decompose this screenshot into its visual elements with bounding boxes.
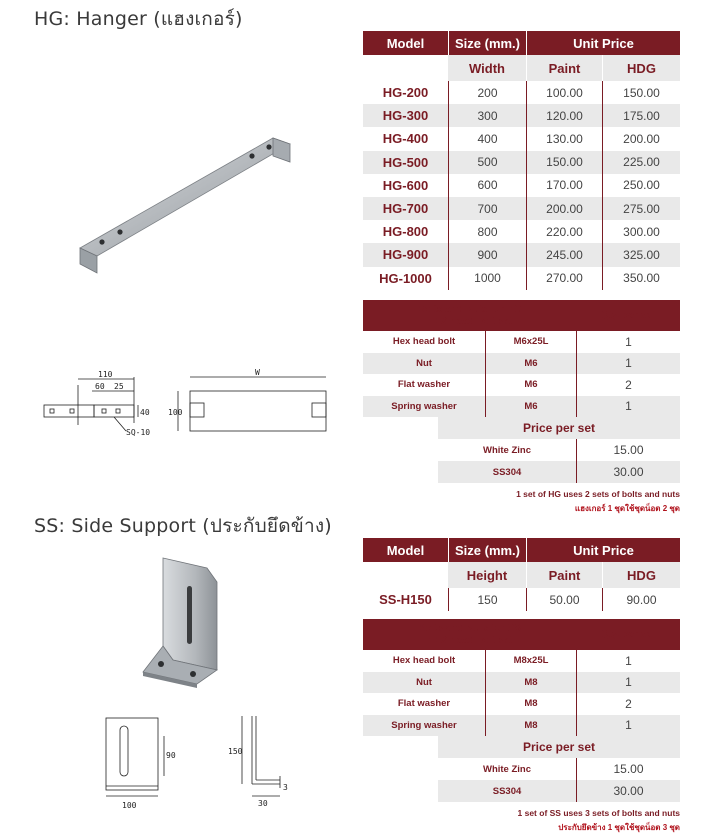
- hg-bolt-spec: M6x25L: [485, 331, 576, 353]
- hg-bolt-table: [363, 300, 680, 417]
- hg-price-subheader-row: [363, 55, 680, 81]
- ss-price-subheader-row: [363, 562, 680, 588]
- hg-cell-model: HG-900: [382, 247, 429, 263]
- hg-cell-model: HG-600: [382, 177, 429, 193]
- ss-product-image: [135, 552, 245, 692]
- ss-bolt-item: Flat washer: [397, 698, 451, 710]
- hg-cell-model: HG-700: [382, 201, 429, 217]
- hg-price-row: [363, 267, 680, 290]
- hg-cell-hdg: 325.00: [602, 243, 680, 266]
- hg-cell-size: 900: [448, 243, 526, 266]
- ss-bolt-header-line1: Bolts and Nuts for SS: [418, 622, 521, 634]
- hg-cell-model: HG-500: [382, 154, 429, 170]
- hg-dim-25: 25: [114, 382, 124, 391]
- ss-pps-finish: White Zinc: [482, 763, 532, 775]
- hg-dim-110: 110: [98, 370, 113, 379]
- hg-bolt-qty: 1: [576, 396, 680, 418]
- hg-price-row: [363, 151, 680, 174]
- hg-bolt-spec: M6: [485, 353, 576, 375]
- hg-header-size: Size (mm.): [448, 31, 526, 55]
- ss-bolt-spec: M8: [485, 672, 576, 694]
- ss-technical-drawing: [100, 712, 300, 812]
- hg-cell-model: HG-400: [382, 131, 429, 147]
- ss-bolt-row: [363, 715, 680, 737]
- hg-bolt-item: Nut: [416, 357, 432, 369]
- hg-pps-price: 30.00: [576, 461, 680, 483]
- ss-price-header-row: [363, 538, 680, 562]
- ss-note-en: 1 set of SS uses 3 sets of bolts and nuts: [517, 808, 680, 818]
- hg-bolt-qty-header: Qty. per set: [576, 300, 680, 331]
- ss-bolt-qty: 1: [576, 672, 680, 694]
- hg-bolt-qty: 1: [576, 331, 680, 353]
- ss-bolt-row: [363, 650, 680, 672]
- hg-bolt-qty: 1: [576, 353, 680, 375]
- hg-dim-w: W: [255, 368, 260, 377]
- ss-cell-model: SS-H150: [379, 592, 432, 608]
- hg-cell-size: 300: [448, 104, 526, 127]
- ss-bolt-row: [363, 672, 680, 694]
- ss-pps-finish: SS304: [492, 785, 522, 797]
- hg-pps-row: [438, 461, 680, 483]
- ss-bolt-qty: 1: [576, 715, 680, 737]
- hg-cell-model: HG-300: [382, 108, 429, 124]
- ss-header-size: Size (mm.): [448, 538, 526, 562]
- hg-cell-paint: 220.00: [526, 220, 602, 243]
- hg-cell-model: HG-200: [382, 85, 429, 101]
- ss-bolt-item: Spring washer: [391, 719, 457, 731]
- hg-cell-paint: 270.00: [526, 267, 602, 290]
- hg-bolt-header-line2: HEX head bolt set: [426, 315, 512, 327]
- ss-pps-row: [438, 758, 680, 780]
- ss-pps-price: 15.00: [576, 758, 680, 780]
- hg-pps-row: [438, 439, 680, 461]
- hg-price-row: [363, 197, 680, 220]
- ss-bolt-spec: M8: [485, 715, 576, 737]
- hg-section-title: HG: Hanger (แฮงเกอร์): [34, 8, 243, 30]
- hg-cell-hdg: 225.00: [602, 151, 680, 174]
- hg-bolt-row: [363, 396, 680, 418]
- hg-subheader-paint: Paint: [526, 55, 602, 81]
- ss-price-per-set-table: [438, 736, 680, 802]
- hg-pps-finish: SS304: [492, 466, 522, 478]
- hg-price-row: [363, 174, 680, 197]
- hg-cell-size: 400: [448, 127, 526, 150]
- hg-dim-100: 100: [168, 408, 183, 417]
- hg-cell-size: 1000: [448, 267, 526, 290]
- hg-price-table: [363, 31, 680, 290]
- hg-price-row: [363, 81, 680, 104]
- ss-bolt-spec: M8x25L: [485, 650, 576, 672]
- hg-bolt-item: Hex head bolt: [392, 336, 456, 348]
- hg-cell-paint: 130.00: [526, 127, 602, 150]
- hg-cell-hdg: 350.00: [602, 267, 680, 290]
- ss-pps-header: Price per set: [438, 736, 680, 758]
- hg-cell-size: 700: [448, 197, 526, 220]
- hg-price-row: [363, 243, 680, 266]
- ss-header-model: Model: [363, 538, 448, 562]
- hg-cell-paint: 200.00: [526, 197, 602, 220]
- ss-pps-row: [438, 780, 680, 802]
- hg-bolt-header-row: [363, 300, 680, 331]
- ss-subheader-hdg: HDG: [602, 562, 680, 588]
- hg-bolt-spec: M6: [485, 374, 576, 396]
- ss-bolt-qty: 1: [576, 650, 680, 672]
- ss-bolt-header-row: [363, 619, 680, 650]
- ss-bolt-header-line2: HEX head bolt set: [426, 634, 512, 646]
- hg-price-per-set-table: [438, 417, 680, 483]
- hg-cell-model: HG-800: [382, 224, 429, 240]
- hg-cell-hdg: 275.00: [602, 197, 680, 220]
- ss-cell-paint: 50.00: [526, 588, 602, 611]
- hg-bolt-row: [363, 353, 680, 375]
- hg-note-th: แฮงเกอร์ 1 ชุดใช้ชุดน็อต 2 ชุด: [574, 504, 680, 513]
- ss-bolt-item: Hex head bolt: [392, 655, 456, 667]
- hg-cell-hdg: 150.00: [602, 81, 680, 104]
- hg-cell-paint: 120.00: [526, 104, 602, 127]
- hg-dim-60: 60: [95, 382, 105, 391]
- hg-bolt-header-line1: Bolts and Nuts for HG: [417, 303, 522, 315]
- hg-pps-header: Price per set: [438, 417, 680, 439]
- hg-header-unit-price: Unit Price: [526, 31, 680, 55]
- ss-pps-price: 30.00: [576, 780, 680, 802]
- ss-subheader-height: Height: [448, 562, 526, 588]
- ss-cell-size: 150: [448, 588, 526, 611]
- hg-bolt-row: [363, 331, 680, 353]
- hg-pps-finish: White Zinc: [482, 444, 532, 456]
- ss-bolt-qty: 2: [576, 693, 680, 715]
- hg-cell-size: 200: [448, 81, 526, 104]
- hg-cell-size: 500: [448, 151, 526, 174]
- ss-bolt-table: [363, 619, 680, 736]
- hg-bolt-item: Spring washer: [391, 400, 457, 412]
- ss-price-table: [363, 538, 680, 611]
- ss-subheader-paint: Paint: [526, 562, 602, 588]
- hg-price-header-row: [363, 31, 680, 55]
- ss-dim-30: 30: [258, 799, 268, 808]
- hg-dim-40: 40: [140, 408, 150, 417]
- hg-bolt-row: [363, 374, 680, 396]
- hg-cell-hdg: 175.00: [602, 104, 680, 127]
- ss-bolt-qty-header: Qty. per set: [576, 619, 680, 650]
- ss-bolt-item: Nut: [416, 676, 432, 688]
- ss-dim-3: 3: [283, 783, 288, 792]
- hg-cell-paint: 245.00: [526, 243, 602, 266]
- ss-dim-90: 90: [166, 751, 176, 760]
- hg-bolt-spec: M6: [485, 396, 576, 418]
- hg-subheader-width: Width: [448, 55, 526, 81]
- hg-bolt-qty: 2: [576, 374, 680, 396]
- ss-note-th: ประกับยึดข้าง 1 ชุดใช้ชุดน็อต 3 ชุด: [558, 823, 680, 832]
- ss-price-row: [363, 588, 680, 611]
- hg-price-row: [363, 104, 680, 127]
- ss-bolt-spec: M8: [485, 693, 576, 715]
- ss-section-title: SS: Side Support (ประกับยึดข้าง): [34, 515, 332, 537]
- hg-product-image: [70, 130, 300, 280]
- hg-cell-size: 600: [448, 174, 526, 197]
- hg-note-en: 1 set of HG uses 2 sets of bolts and nuts: [516, 489, 680, 499]
- hg-cell-hdg: 250.00: [602, 174, 680, 197]
- hg-technical-drawing: [40, 365, 340, 445]
- hg-header-model: Model: [363, 31, 448, 55]
- ss-header-unit-price: Unit Price: [526, 538, 680, 562]
- ss-dim-100: 100: [122, 801, 137, 810]
- hg-dim-sq: SQ-10: [126, 428, 151, 437]
- ss-cell-hdg: 90.00: [602, 588, 680, 611]
- hg-price-row: [363, 127, 680, 150]
- hg-cell-paint: 150.00: [526, 151, 602, 174]
- hg-cell-paint: 170.00: [526, 174, 602, 197]
- hg-price-row: [363, 220, 680, 243]
- hg-pps-price: 15.00: [576, 439, 680, 461]
- hg-cell-hdg: 200.00: [602, 127, 680, 150]
- hg-bolt-item: Flat washer: [397, 379, 451, 391]
- ss-bolt-row: [363, 693, 680, 715]
- ss-dim-150: 150: [228, 747, 243, 756]
- hg-cell-size: 800: [448, 220, 526, 243]
- hg-cell-model: HG-1000: [379, 270, 432, 286]
- hg-cell-paint: 100.00: [526, 81, 602, 104]
- hg-cell-hdg: 300.00: [602, 220, 680, 243]
- hg-subheader-hdg: HDG: [602, 55, 680, 81]
